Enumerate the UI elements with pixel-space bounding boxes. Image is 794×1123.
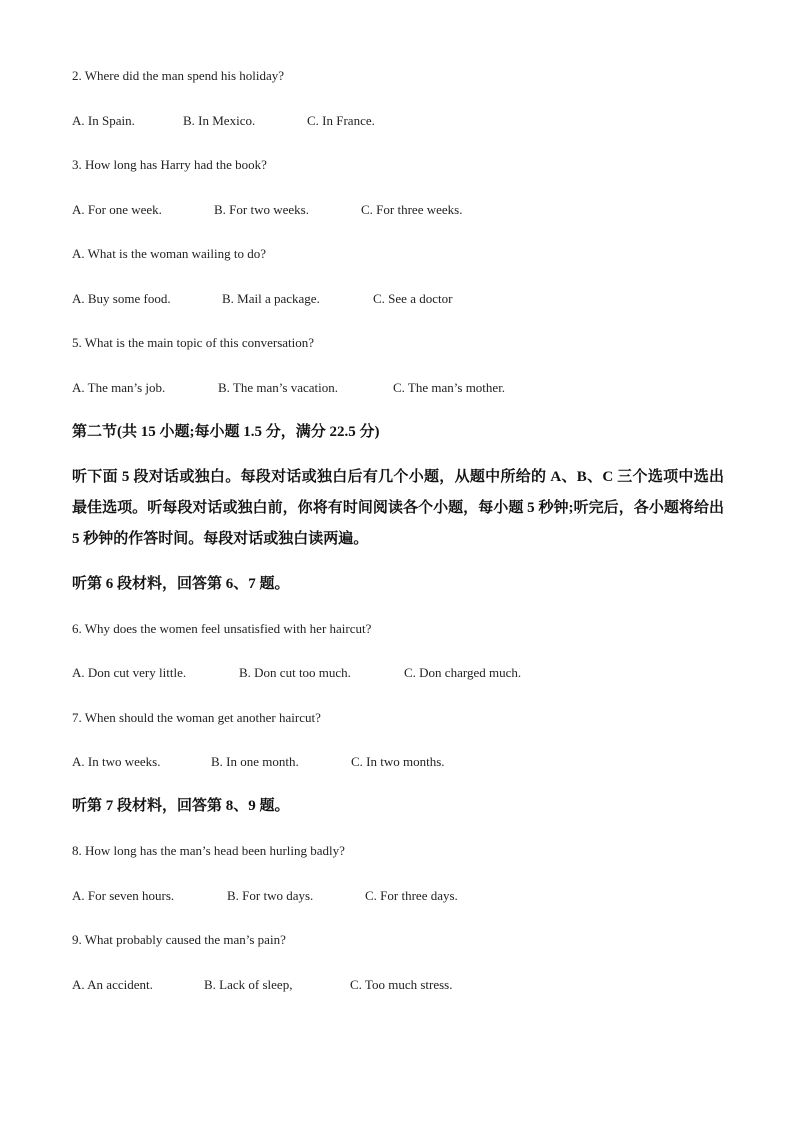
section-heading: 第二节(共 15 小题;每小题 1.5 分，满分 22.5 分) (72, 424, 380, 440)
option-b: B. For two days. (227, 888, 314, 903)
question-2-options (72, 112, 722, 130)
question-9: 9. What probably caused the man’s pain? (72, 932, 286, 947)
option-b: B. For two weeks. (214, 202, 309, 217)
option-a: A. An accident. (72, 977, 153, 992)
option-b: B. In one month. (211, 754, 299, 769)
option-a: A. For one week. (72, 202, 162, 217)
question-4: A. What is the woman wailing to do? (72, 246, 267, 261)
option-c: C. Too much stress. (350, 977, 453, 992)
option-a: A. Don cut very little. (72, 665, 187, 680)
option-c: C. In France. (307, 113, 375, 128)
question-5-options (72, 379, 722, 397)
option-b: B. The man’s vacation. (218, 380, 338, 395)
passage-6-heading: 听第 6 段材料，回答第 6、7 题。 (72, 576, 290, 592)
question-7: 7. When should the woman get another haircut? (72, 710, 321, 725)
question-3: 3. How long has Harry had the book? (72, 157, 267, 172)
option-c: C. For three weeks. (361, 202, 463, 217)
section-instructions: 听下面 5 段对话或独白。每段对话或独白后有几个小题，从题中所给的 A、B、C 三个选项中选出最佳选项。听每段对话或独白前，你将有时间阅读各个小题，每小题 5 秒钟;听完后，各小题将给出 5 秒钟的作答时间。每段对话或独白读两遍。 (72, 469, 724, 547)
option-b: B. Lack of sleep, (204, 977, 293, 992)
question-8-options (72, 887, 722, 905)
option-b: B. In Mexico. (183, 113, 256, 128)
question-8: 8. How long has the man’s head been hurling badly? (72, 843, 345, 858)
question-5: 5. What is the main topic of this conversation? (72, 335, 315, 350)
question-2: 2. Where did the man spend his holiday? (72, 68, 285, 83)
option-c: C. For three days. (365, 888, 458, 903)
passage-7-heading: 听第 7 段材料，回答第 8、9 题。 (72, 798, 290, 814)
option-a: A. Buy some food. (72, 291, 171, 306)
option-c: C. In two months. (351, 754, 445, 769)
option-c: C. See a doctor (373, 291, 453, 306)
option-a: A. The man’s job. (72, 380, 166, 395)
option-a: A. For seven hours. (72, 888, 175, 903)
option-c: C. Don charged much. (404, 665, 522, 680)
question-6-options (72, 664, 722, 682)
question-6: 6. Why does the women feel unsatisfied with her haircut? (72, 621, 372, 636)
option-c: C. The man’s mother. (393, 380, 506, 395)
option-a: A. In Spain. (72, 113, 135, 128)
question-9-options (72, 976, 722, 994)
question-4-options (72, 290, 722, 308)
question-3-options (72, 201, 722, 219)
question-7-options (72, 753, 722, 771)
option-b: B. Mail a package. (222, 291, 320, 306)
option-b: B. Don cut too much. (239, 665, 351, 680)
option-a: A. In two weeks. (72, 754, 161, 769)
